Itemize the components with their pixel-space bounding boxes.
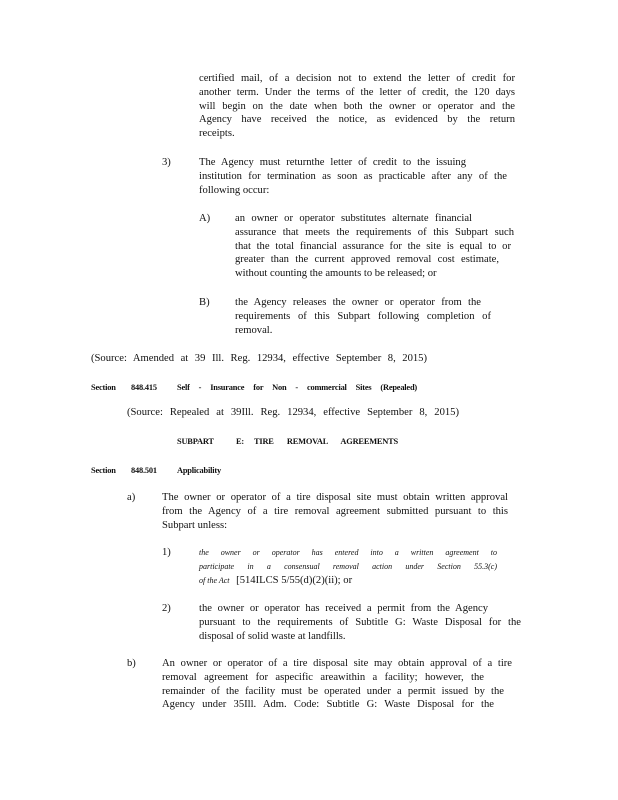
text-line: An owner or operator of a tire disposal site may obtain approval of a tire xyxy=(162,658,512,669)
text-line: will begin on the date when both the owner or operator and the xyxy=(199,100,515,112)
item-B-text xyxy=(235,296,491,337)
subpart-title xyxy=(254,435,398,449)
act-reference: of the Act xyxy=(199,575,230,585)
item-A-text xyxy=(235,212,514,281)
text-line: The Agency must returnthe letter of credit to the issuing xyxy=(199,157,466,168)
text-line xyxy=(199,574,379,588)
text-line: greater than the current approved removal cost estimate, xyxy=(235,254,499,266)
subpart-word: SUBPART xyxy=(177,437,214,446)
section-word: Section xyxy=(91,466,116,475)
text-line: requirements of this Subpart following completion of xyxy=(235,310,491,322)
item-3-text xyxy=(199,156,507,197)
text-line: (Source: Repealed at 39Ill. Reg. 12934, effective September 8, 2015) xyxy=(127,407,459,418)
text-line: certified mail, of a decision not to extend the letter of credit for xyxy=(199,73,515,84)
section-title xyxy=(177,381,417,395)
text-line: institution for termination as soon as practicable after any of the xyxy=(199,170,507,182)
item-B-label: B) xyxy=(199,297,210,308)
text-line: Self - Insurance for Non - commercial Sites (Repealed) xyxy=(177,383,417,392)
text-line: removal agreement for aspecific areawithin a facility; however, the xyxy=(162,671,484,683)
statute-citation: [514ILCS 5/55(d)(2)(ii); or xyxy=(236,574,353,586)
text-line: receipts. xyxy=(199,128,235,140)
text-line: participate in a consensual removal action under Section 55.3(c) xyxy=(199,561,497,571)
text-line: following occur: xyxy=(199,184,270,196)
source-note xyxy=(91,352,427,366)
section-word: Section xyxy=(91,383,116,392)
text-line: the owner or operator has received a permit from the Agency xyxy=(199,603,488,614)
item-b-label: b) xyxy=(127,658,136,669)
item-b-text xyxy=(162,657,512,712)
text-line: without counting the amounts to be released; or xyxy=(235,268,437,280)
section-title: Applicability xyxy=(177,466,221,475)
item-A-label: A) xyxy=(199,213,211,224)
text-line: remainder of the facility must be operated under a permit issued by the xyxy=(162,685,504,697)
item-1-label: 1) xyxy=(162,547,171,558)
text-line: The owner or operator of a tire disposal site must obtain written approval xyxy=(162,492,508,503)
intro-paragraph xyxy=(199,72,515,141)
text-line: another term. Under the terms of the letter of credit, the 120 days xyxy=(199,86,515,98)
item-a-label: a) xyxy=(127,492,136,503)
text-line: from the Agency of a tire removal agreement submitted pursuant to this xyxy=(162,505,508,517)
section-number: 848.501 xyxy=(131,466,157,475)
text-line: an owner or operator substitutes alternate financial xyxy=(235,213,472,224)
text-line: removal. xyxy=(235,324,273,336)
subpart-letter: E: xyxy=(236,437,244,446)
text-line: the owner or operator has entered into a written agreement to xyxy=(199,548,497,557)
item-a-text xyxy=(162,491,508,532)
text-line: Agency under 35Ill. Adm. Code: Subtitle G: Waste Disposal for the xyxy=(162,699,494,711)
text-line: (Source: Amended at 39 Ill. Reg. 12934, effective September 8, 2015) xyxy=(91,353,427,364)
text-line: disposal of solid waste at landfills. xyxy=(199,630,346,642)
item-2-text xyxy=(199,602,521,643)
text-line: Agency have received the notice, as evidenced by the return xyxy=(199,114,515,126)
text-line: the Agency releases the owner or operator from the xyxy=(235,297,481,308)
text-line: Subpart unless: xyxy=(162,519,228,531)
section-number: 848.415 xyxy=(131,383,157,392)
text-line: assurance that meets the requirements of this Subpart such xyxy=(235,226,514,238)
item-1-text xyxy=(199,546,497,587)
item-3-label: 3) xyxy=(162,157,171,168)
text-line: TIRE REMOVAL AGREEMENTS xyxy=(254,437,398,446)
text-line: that the total financial assurance for the site is equal to or xyxy=(235,240,511,252)
item-2-label: 2) xyxy=(162,603,171,614)
source-note xyxy=(127,406,459,420)
text-line: pursuant to the requirements of Subtitle G: Waste Disposal for the xyxy=(199,616,521,628)
